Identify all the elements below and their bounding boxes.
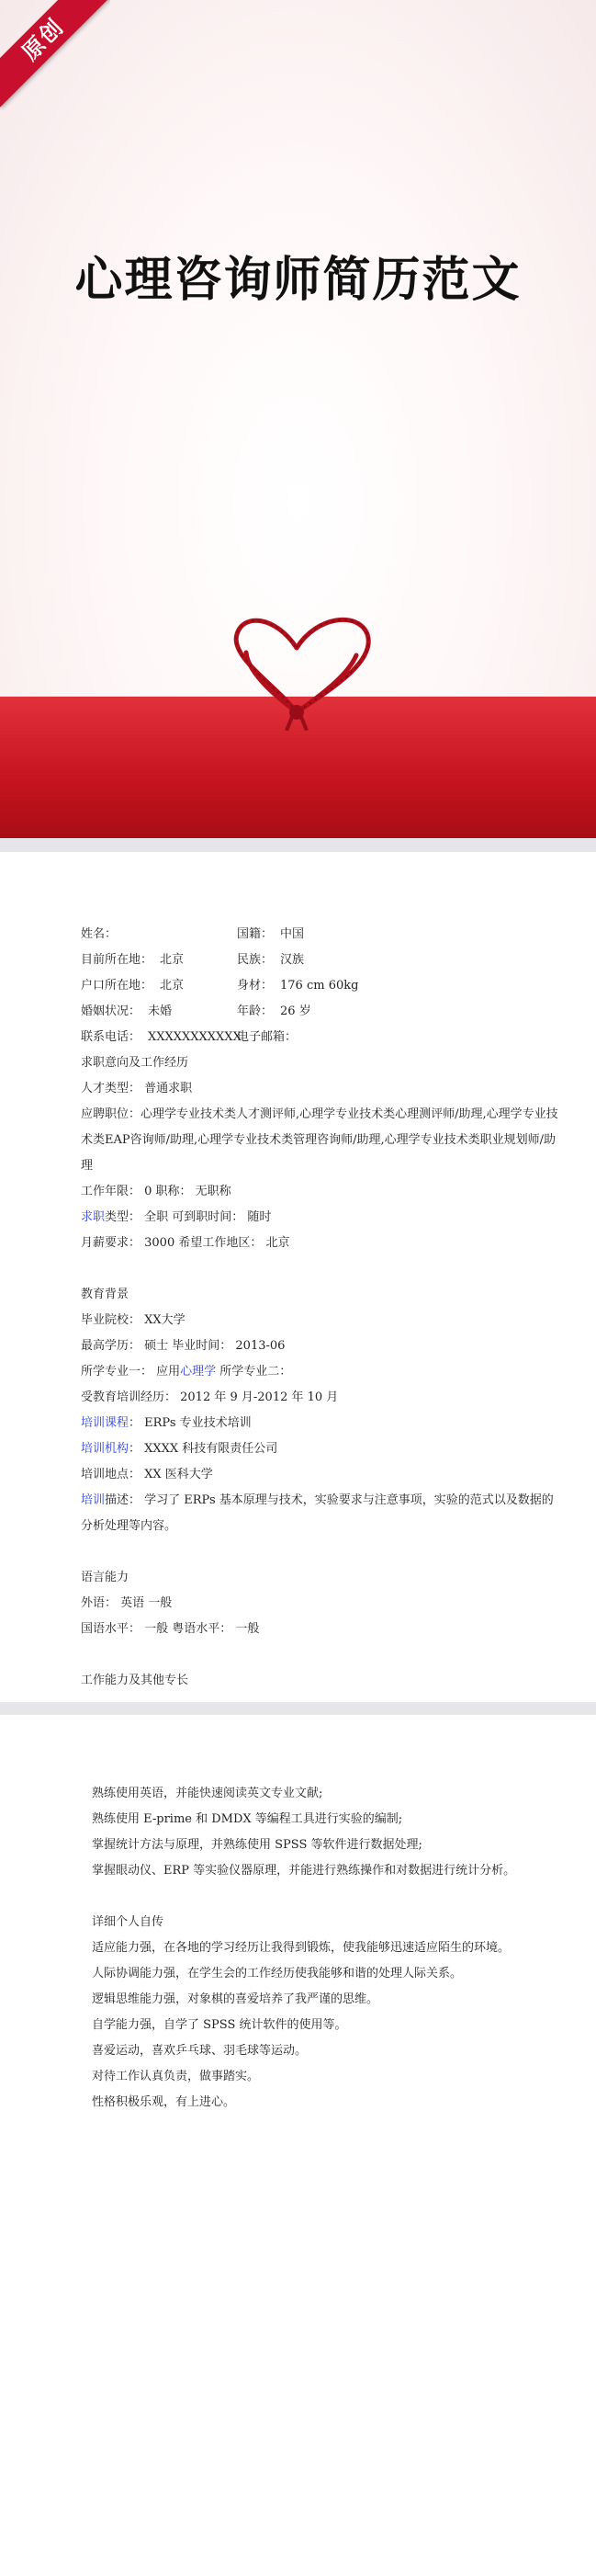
self-item: 喜爱运动，喜欢乒乓球、羽毛球等运动。 <box>92 2044 308 2058</box>
cover-page <box>0 0 596 838</box>
mandarin-level: 国语水平： 一般 粤语水平： 一般 <box>81 1622 260 1636</box>
info-left: 目前所在地： <box>81 953 153 967</box>
training-course <box>81 1411 558 1436</box>
desc-link[interactable]: 培训 <box>81 1493 106 1507</box>
info-row <box>81 922 558 948</box>
major-prefix: 所学专业一： 应用 <box>81 1365 181 1379</box>
self-item: 性格积极乐观，有上进心。 <box>92 2095 236 2109</box>
self-list <box>92 1935 569 2116</box>
degree: 最高学历： 硕士 毕业时间： 2013-06 <box>81 1339 286 1353</box>
self-item: 逻辑思维能力强，对象棋的喜爱培养了我严谨的思维。 <box>92 1992 379 2006</box>
basic-info <box>81 922 558 1050</box>
skills-list <box>92 1781 569 1884</box>
info-left-value: XXXXXXXXXXX <box>148 1030 242 1044</box>
self-heading: 详细个人自传 <box>92 1915 164 1929</box>
info-row <box>81 948 558 973</box>
info-left: 联系电话： <box>81 1030 141 1044</box>
resume-body <box>81 922 558 1694</box>
job-type-link[interactable]: 求职 <box>81 1210 106 1224</box>
info-left-value: 北京 <box>160 953 185 967</box>
info-row <box>81 1025 558 1050</box>
original-badge: 原创 <box>0 0 110 108</box>
skills-heading: 工作能力及其他专长 <box>81 1674 189 1687</box>
salary: 月薪要求： 3000 希望工作地区： 北京 <box>81 1236 290 1250</box>
org-value: ： XXXX 科技有限责任公司 <box>129 1442 278 1456</box>
info-right-label: 民族： <box>237 953 274 967</box>
info-right <box>237 948 304 973</box>
info-right-label: 身材： <box>237 979 274 993</box>
info-right-label: 年龄： <box>237 1004 274 1018</box>
skill-item: 熟练使用英语，并能快速阅读英文专业文献; <box>92 1787 323 1800</box>
info-left-value: 北京 <box>160 979 185 993</box>
major-link[interactable]: 心理学 <box>180 1365 217 1379</box>
school: 毕业院校： XX大学 <box>81 1313 186 1327</box>
info-right-label: 国籍： <box>237 927 274 941</box>
info-right-label: 电子邮箱： <box>237 1030 298 1044</box>
training-period: 受教育培训经历： 2012 年 9 月-2012 年 10 月 <box>81 1390 339 1404</box>
resume-page-2 <box>0 1715 596 2576</box>
training-place: 培训地点： XX 医科大学 <box>81 1468 213 1481</box>
self-item: 对待工作认真负责，做事踏实。 <box>92 2070 260 2083</box>
self-item: 人际协调能力强，在学生会的工作经历使我能够和谐的处理人际关系。 <box>92 1967 463 1980</box>
self-item: 自学能力强，自学了 SPSS 统计软件的使用等。 <box>92 2018 347 2032</box>
training-org <box>81 1436 558 1462</box>
resume-page-1 <box>0 852 596 1702</box>
desc-value: 描述： 学习了 ERPs 基本原理与技术，实验要求与注意事项，实验的范式以及数据的分析处理等内容。 <box>81 1493 554 1533</box>
course-value: ： ERPs 专业技术培训 <box>129 1416 252 1430</box>
info-right <box>237 973 358 999</box>
info-left-value: 未婚 <box>148 1004 173 1018</box>
education-heading: 教育背景 <box>81 1288 129 1301</box>
job-type-text: 类型： 全职 可到职时间： 随时 <box>105 1210 272 1224</box>
skill-item: 熟练使用 E-prime 和 DMDX 等编程工具进行实验的编制; <box>92 1812 403 1826</box>
language-heading: 语言能力 <box>81 1571 129 1584</box>
info-left: 姓名： <box>81 927 118 941</box>
skill-item: 掌握眼动仪、ERP 等实验仪器原理，并能进行熟练操作和对数据进行统计分析。 <box>92 1864 516 1878</box>
self-item: 适应能力强，在各地的学习经历让我得到锻炼，使我能够迅速适应陌生的环境。 <box>92 1941 511 1955</box>
course-link[interactable]: 培训课程 <box>81 1416 129 1430</box>
cover-title: 心理咨询师简历范文 <box>74 253 522 308</box>
info-right <box>237 1025 304 1050</box>
info-right <box>237 999 311 1025</box>
info-left: 户口所在地： <box>81 979 153 993</box>
corner-ribbon <box>0 0 110 110</box>
major-suffix: 所学专业二： <box>216 1365 292 1379</box>
talent-type: 人才类型： 普通求职 <box>81 1082 193 1095</box>
positions: 应聘职位：心理学专业技术类人才测评师,心理学专业技术类心理测评师/助理,心理学专业技术类EAP咨询师/助理,心理学专业技术类管理咨询师/助理,心理学专业技术类职业规划师/助理 <box>81 1107 558 1173</box>
job-heading: 求职意向及工作经历 <box>81 1056 189 1070</box>
training-desc <box>81 1488 558 1539</box>
info-right-value: 176 cm 60kg <box>280 979 359 993</box>
info-row <box>81 999 558 1025</box>
skills-body <box>92 1781 569 2116</box>
info-left: 婚姻状况： <box>81 1004 141 1018</box>
info-row <box>81 973 558 999</box>
skill-item: 掌握统计方法与原理，并熟练使用 SPSS 等软件进行数据处理; <box>92 1838 422 1852</box>
info-right-value: 中国 <box>280 927 305 941</box>
info-right-value: 汉族 <box>280 953 305 967</box>
info-right-value: 26 岁 <box>280 1004 311 1018</box>
foreign-language: 外语： 英语 一般 <box>81 1596 173 1610</box>
work-years: 工作年限： 0 职称： 无职称 <box>81 1185 231 1198</box>
info-right <box>237 922 304 948</box>
rope-hearts-icon <box>0 602 596 731</box>
org-link[interactable]: 培训机构 <box>81 1442 129 1456</box>
major <box>81 1359 558 1385</box>
job-type <box>81 1205 558 1231</box>
